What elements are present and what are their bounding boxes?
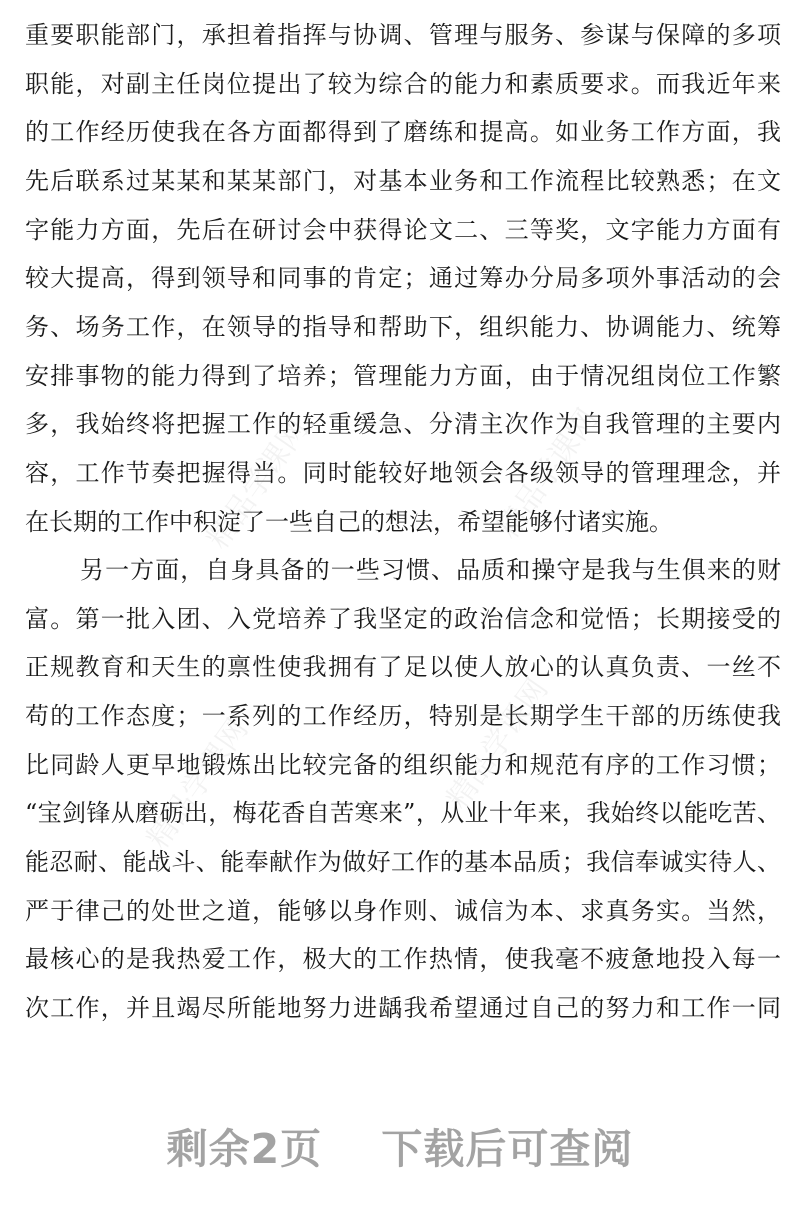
text-line: 先后联系过某某和某某部门，对基本业务和工作流程比较熟悉；在文 [25,166,781,195]
remaining-pages-label: 剩余2页 [166,1125,323,1173]
text-line: 另一方面，自身具备的一些习惯、品质和操守是我与生俱来的财 [80,556,781,585]
text-line: 较大提高，得到领导和同事的肯定；通过筹办分局多项外事活动的会 [25,264,781,293]
text-line: 能忍耐、能战斗、能奉献作为做好工作的基本品质；我信奉诚实待人、 [25,848,781,877]
text-line: 务、场务工作，在领导的指导和帮助下，组织能力、协调能力、统筹 [25,312,781,341]
text-line: 严于律己的处世之道，能够以身作则、诚信为本、求真务实。当然， [25,896,781,925]
text-line: 富。第一批入团、入党培养了我坚定的政治信念和觉悟；长期接受的 [25,604,781,633]
text-line: 的工作经历使我在各方面都得到了磨练和提高。如业务工作方面，我 [25,118,781,147]
download-hint-label: 下载后可查阅 [381,1125,634,1173]
text-line: 容，工作节奏把握得当。同时能较好地领会各级领导的管理理念，并 [25,458,781,487]
text-line: 职能，对副主任岗位提出了较为综合的能力和素质要求。而我近年来 [25,69,781,98]
watermark: 精品学课网 [440,672,556,816]
text-line: 安排事物的能力得到了培养；管理能力方面，由于情况组岗位工作繁 [25,361,781,390]
text-line: 比同龄人更早地锻炼出比较完备的组织能力和规范有序的工作习惯； [25,750,781,779]
watermark: 精品学课网 [490,402,606,546]
watermark: 精品学课网 [140,712,256,856]
text-line: 最核心的是我热爱工作，极大的工作热情，使我毫不疲惫地投入每一 [25,945,781,974]
text-line: 次工作，并且竭尽所能地努力进龋我希望通过自己的努力和工作一同 [25,994,781,1022]
text-line: 正规教育和天生的禀性使我拥有了足以使人放心的认真负责、一丝不 [25,653,781,682]
text-line: 多，我始终将把握工作的轻重缓急、分清主次作为自我管理的主要内 [25,410,781,439]
text-line: 字能力方面，先后在研讨会中获得论文二、三等奖，文字能力方面有 [25,215,781,244]
watermark: 精品学课网 [200,412,316,556]
text-line: 苟的工作态度；一系列的工作经历，特别是长期学生干部的历练使我 [25,702,781,731]
text-line: “宝剑锋从磨砺出，梅花香自苦寒来”，从业十年来，我始终以能吃苦、 [25,799,781,828]
text-line: 重要职能部门，承担着指挥与协调、管理与服务、参谋与保障的多项 [25,21,781,49]
text-line: 在长期的工作中积淀了一些自己的想法，希望能够付诸实施。 [25,507,673,536]
preview-limit-banner [0,1116,800,1175]
